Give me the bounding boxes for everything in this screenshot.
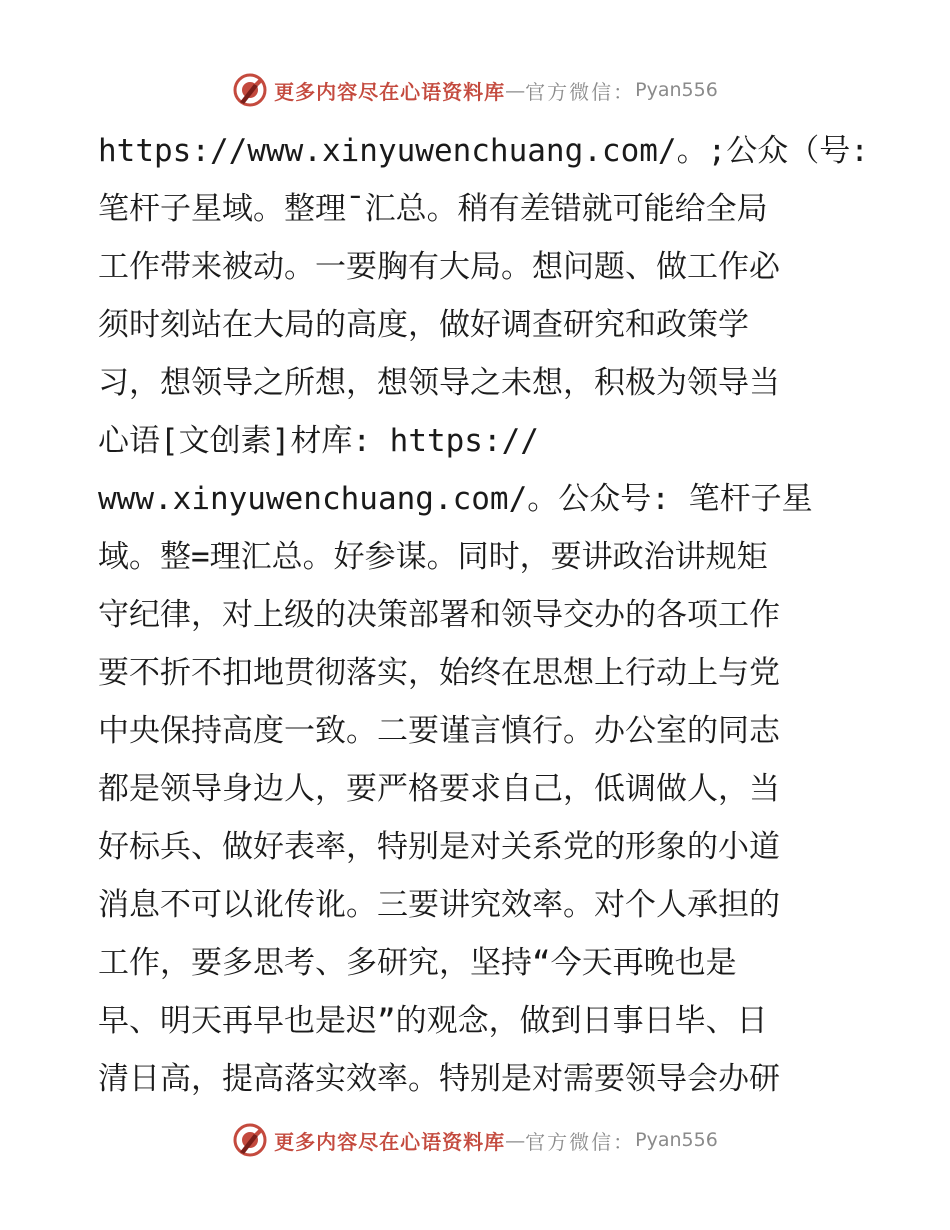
text-line: 工作带来被动。一要胸有大局。想问题、做工作必	[98, 249, 780, 285]
text-line: 清日高，提高落实效率。特别是对需要领导会办研	[98, 1061, 780, 1097]
watermark-brand: 更多内容尽在心语资料库	[274, 1129, 506, 1154]
watermark-id: Pyan556	[635, 1129, 718, 1151]
header-watermark	[0, 70, 950, 110]
text-line: 工作，要多思考、多研究，坚持“今天再晚也是	[98, 945, 737, 981]
text-line: 须时刻站在大局的高度，做好调查研究和政策学	[98, 307, 749, 343]
pen-logo-icon	[232, 72, 268, 108]
text-line: 习，想领导之所想，想领导之未想，积极为领导当	[98, 365, 780, 401]
watermark-separator: —	[505, 78, 526, 102]
pen-logo-icon	[232, 1122, 268, 1158]
text-line: https://www.xinyuwenchuang.com/。;公众（号:	[98, 133, 869, 169]
watermark-label: 官方微信：	[525, 79, 636, 104]
text-line: www.xinyuwenchuang.com/。公众号: 笔杆子星	[98, 481, 813, 517]
document-body	[98, 122, 869, 1108]
text-line: 心语[文创素]材库: https://	[98, 423, 539, 459]
text-line: 好标兵、做好表率，特别是对关系党的形象的小道	[98, 829, 780, 865]
text-line: 中央保持高度一致。二要谨言慎行。办公室的同志	[98, 713, 780, 749]
text-line: 笔杆子星域。整理¯汇总。稍有差错就可能给全局	[98, 191, 768, 227]
footer-watermark	[0, 1120, 950, 1160]
watermark-brand: 更多内容尽在心语资料库	[274, 79, 506, 104]
watermark-id: Pyan556	[635, 79, 718, 101]
text-line: 域。整=理汇总。好参谋。同时，要讲政治讲规矩	[98, 539, 768, 575]
watermark-separator: —	[505, 1128, 526, 1152]
text-line: 都是领导身边人，要严格要求自己，低调做人，当	[98, 771, 780, 807]
text-line: 要不折不扣地贯彻落实，始终在思想上行动上与党	[98, 655, 780, 691]
watermark-label: 官方微信：	[525, 1129, 636, 1154]
text-line: 消息不可以讹传讹。三要讲究效率。对个人承担的	[98, 887, 780, 923]
text-line: 早、明天再早也是迟”的观念，做到日事日毕、日	[98, 1003, 768, 1039]
text-line: 守纪律，对上级的决策部署和领导交办的各项工作	[98, 597, 780, 633]
